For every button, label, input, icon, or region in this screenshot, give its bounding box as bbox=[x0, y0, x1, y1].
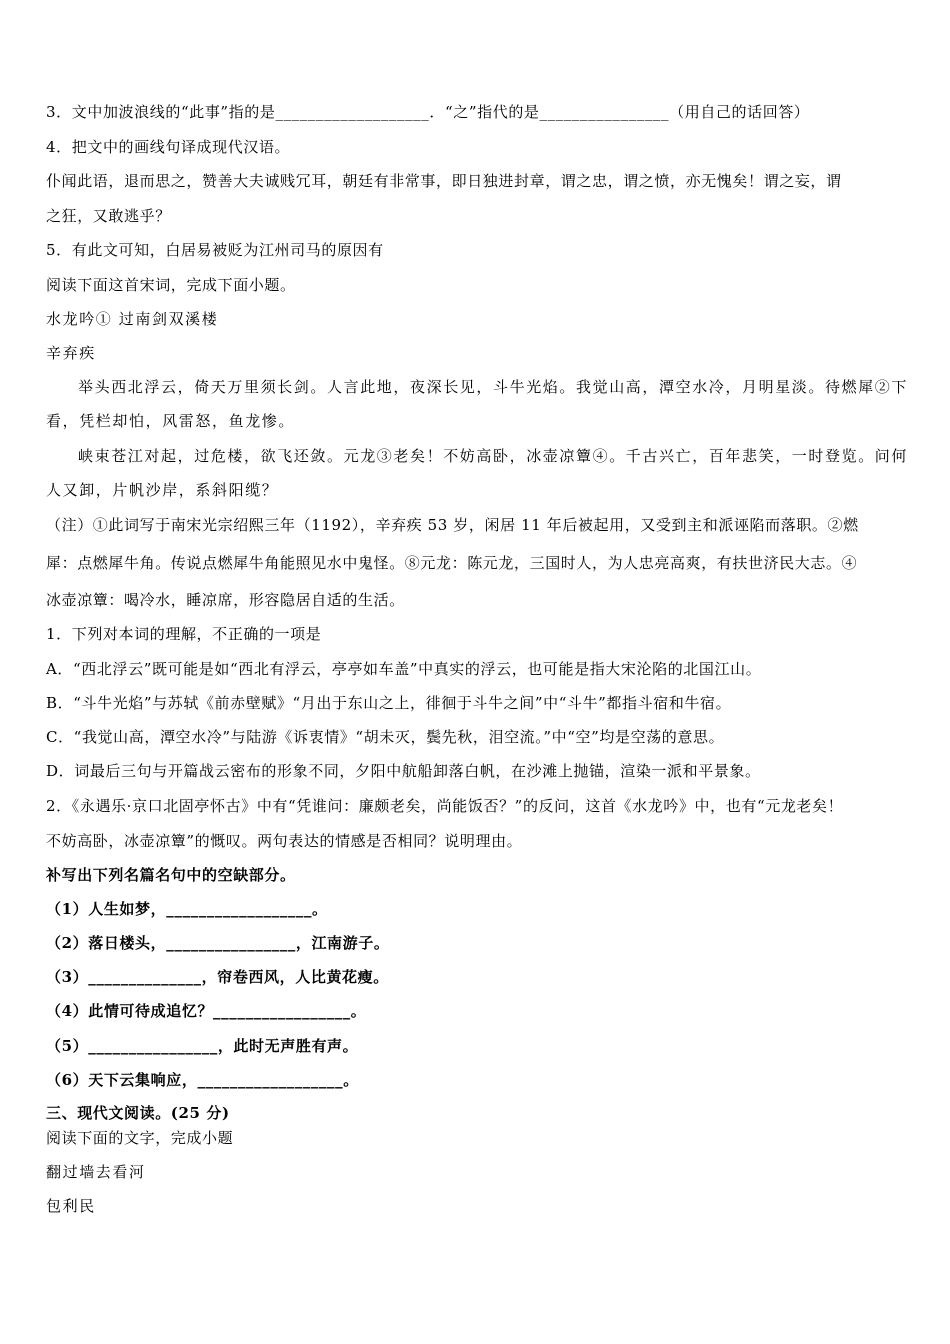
poem-note-3: 冰壶凉簟：喝冷水，睡凉席，形容隐居自适的生活。 bbox=[46, 591, 405, 609]
option-d: D．词最后三句与开篇战云密布的形象不同，夕阳中航船卸落白帆，在沙滩上抛锚，渲染一派和平景象。 bbox=[46, 762, 761, 780]
modern-reading-intro: 阅读下面的文字，完成小题 bbox=[46, 1129, 234, 1147]
fill-item-2: （2）落日楼头，________________，江南游子。 bbox=[46, 934, 390, 952]
poem-title: 水龙吟① 过南剑双溪楼 bbox=[46, 310, 219, 328]
question-4: 4．把文中的画线句译成现代汉语。 bbox=[46, 138, 291, 156]
fill-item-1: （1）人生如梦，__________________。 bbox=[46, 900, 328, 918]
poem-line-4: 人又卸，片帆沙岸，系斜阳缆？ bbox=[46, 481, 279, 499]
fill-item-4: （4）此情可待成追忆？_________________。 bbox=[46, 1002, 367, 1020]
poem-line-1: 举头西北浮云，倚天万里须长剑。人言此地，夜深长见，斗牛光焰。我觉山高，潭空水冷，月明星淡。待燃犀②下 bbox=[78, 378, 909, 396]
poem-note-1: （注）①此词写于南宋光宗绍熙三年（1192），辛弃疾 53 岁，闲居 11 年后被起用，又受到主和派诬陷而落职。②燃 bbox=[46, 516, 859, 534]
fill-item-5: （5）________________，此时无声胜有声。 bbox=[46, 1037, 359, 1055]
poem-line-3: 峡束苍江对起，过危楼，欲飞还敛。元龙③老矣！不妨高卧，冰壶凉簟④。千古兴亡，百年悲笑，一时登览。问何 bbox=[78, 447, 909, 465]
poem-line-2: 看，凭栏却怕，风雷怒，鱼龙惨。 bbox=[46, 412, 296, 430]
fill-blank-heading: 补写出下列名篇名句中的空缺部分。 bbox=[46, 866, 296, 884]
option-b: B．“斗牛光焰”与苏轼《前赤壁赋》“月出于东山之上，徘徊于斗牛之间”中“斗牛”都指斗宿和牛宿。 bbox=[46, 694, 732, 712]
poem-author: 辛弃疾 bbox=[46, 344, 96, 362]
poem-intro: 阅读下面这首宋词，完成下面小题。 bbox=[46, 276, 296, 294]
question-4-text: 仆闻此语，退而思之，赞善大夫诚贱冗耳，朝廷有非常事，即日独进封章，谓之忠，谓之愤，亦无愧矣！谓之妄，谓 bbox=[46, 172, 842, 190]
question-2-cont: 不妨高卧，冰壶凉簟”的慨叹。两句表达的情感是否相同？说明理由。 bbox=[46, 832, 523, 850]
article-author: 包利民 bbox=[46, 1197, 96, 1215]
question-4-text-cont: 之狂，又敢逃乎？ bbox=[46, 207, 171, 225]
section-heading-3: 三、现代文阅读。(25 分) bbox=[46, 1104, 230, 1122]
mc-question-1: 1．下列对本词的理解，不正确的一项是 bbox=[46, 625, 322, 643]
fill-item-6: （6）天下云集响应，__________________。 bbox=[46, 1071, 359, 1089]
poem-note-2: 犀：点燃犀牛角。传说点燃犀牛角能照见水中鬼怪。⑧元龙：陈元龙，三国时人，为人忠亮高爽，有扶世济民大志。④ bbox=[46, 554, 858, 572]
option-c: C．“我觉山高，潭空水冷”与陆游《诉衷情》“胡未灭，鬓先秋，泪空流。”中“空”均是空荡的意思。 bbox=[46, 728, 725, 746]
fill-item-3: （3）______________，帘卷西风，人比黄花瘦。 bbox=[46, 968, 389, 986]
article-title: 翻过墙去看河 bbox=[46, 1163, 146, 1181]
question-2: 2．《永遇乐·京口北固亭怀古》中有“凭谁问：廉颇老矣，尚能饭否？”的反问，这首《水龙吟》中，也有“元龙老矣！ bbox=[46, 797, 844, 815]
question-5: 5．有此文可知，白居易被贬为江州司马的原因有 bbox=[46, 241, 384, 259]
question-3: 3．文中加波浪线的“此事”指的是___________________．“之”指代的是________________（用自己的话回答） bbox=[46, 103, 810, 121]
option-a: A．“西北浮云”既可能是如“西北有浮云，亭亭如车盖”中真实的浮云，也可能是指大宋沦陷的北国江山。 bbox=[46, 660, 762, 678]
